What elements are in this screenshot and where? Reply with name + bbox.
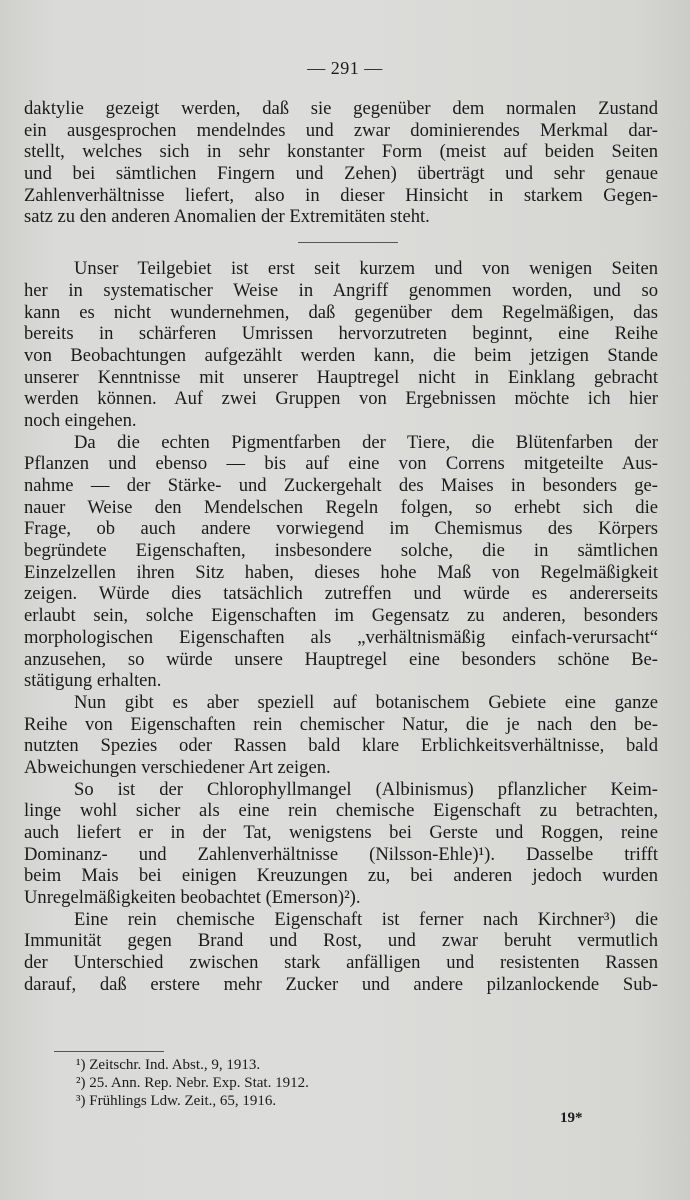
section-separator [24,228,658,258]
text-line: Pflanzen und ebenso — bis auf eine von Correns mitgeteilte Aus- [24,453,658,475]
text-line: darauf, daß erstere mehr Zucker und andere pilzanlockende Sub- [24,973,658,995]
text-line: morphologischen Eigenschaften als „verhältnismäßig einfach-verursacht“ [24,626,658,648]
text-line: kann es nicht wundernehmen, daß gegenüber dem Regelmäßigen, das [24,301,658,323]
text-line: Unregelmäßigkeiten beobachtet (Emerson)²). [24,887,361,909]
text-line: unserer Kenntnisse mit unserer Hauptregel nicht in Einklang gebracht [24,366,658,388]
paragraph-block-2 [24,258,658,995]
text-line: nauer Weise den Mendelschen Regeln folgen, so erhebt sich die [24,496,658,518]
text-line: stellt, welches sich in sehr konstanter Form (meist auf beiden Seiten [24,141,658,163]
text-line: Nun gibt es aber speziell auf botanischem Gebiete eine ganze [74,691,658,713]
text-line: zeigen. Würde dies tatsächlich zutreffen und würde es andererseits [24,583,658,605]
separator-rule [298,242,398,243]
text-line: erlaubt sein, solche Eigenschaften im Gegensatz zu anderen, besonders [24,605,658,627]
text-line: ein ausgesprochen mendelndes und zwar dominierendes Merkmal dar- [24,119,658,141]
text-line: der Unterschied zwischen stark anfälligen und resistenten Rassen [24,952,658,974]
text-line: Dominanz- und Zahlenverhältnisse (Nilsson-Ehle)¹). Dasselbe trifft [24,843,658,865]
text-line: Unser Teilgebiet ist erst seit kurzem und von wenigen Seiten [74,258,658,280]
footnote: ¹) Zeitschr. Ind. Abst., 9, 1913. [76,1057,261,1073]
text-line: So ist der Chlorophyllmangel (Albinismus) pflanzlicher Keim- [74,778,658,800]
text-line: begründete Eigenschaften, insbesondere solche, die in sämtlichen [24,540,658,562]
text-line: auch liefert er in der Tat, wenigstens bei Gerste und Roggen, reine [24,822,658,843]
text-line: beim Mais bei einigen Kreuzungen zu, bei anderen jedoch wurden [24,865,658,887]
text-line: anzusehen, so würde unsere Hauptregel eine besonders schöne Be- [24,648,658,670]
body-text [24,98,658,996]
text-line: Immunität gegen Brand und Rost, und zwar beruht vermutlich [24,930,658,952]
text-line: und bei sämtlichen Fingern und Zehen) überträgt und sehr genaue [24,163,658,185]
text-line: stätigung erhalten. [24,670,162,692]
text-line: Reihe von Eigenschaften rein chemischer Natur, die je nach den be- [24,713,658,735]
text-line: Da die echten Pigmentfarben der Tiere, die Blütenfarben der [74,431,658,453]
text-line: von Beobachtungen aufgezählt werden kann, die beim jetzigen Stande [24,344,658,366]
printer-signature-mark: 19* [560,1110,583,1126]
text-line: bereits in schärferen Umrissen hervorzutreten beginnt, eine Reihe [24,323,658,345]
text-line: nahme — der Stärke- und Zuckergehalt des Maises in besonders ge- [24,475,658,496]
footnote: ²) 25. Ann. Rep. Nebr. Exp. Stat. 1912. [76,1075,309,1091]
text-line: linge wohl sicher als eine rein chemische Eigenschaft zu betrachten, [24,800,658,822]
text-line: satz zu den anderen Anomalien der Extremitäten steht. [24,206,430,228]
text-line: Einzelzellen ihren Sitz haben, dieses hohe Maß von Regelmäßigkeit [24,561,658,583]
text-line: nutzten Spezies oder Rassen bald klare Erblichkeitsverhältnisse, bald [24,735,658,757]
text-line: Eine rein chemische Eigenschaft ist ferner nach Kirchner³) die [74,908,658,930]
text-line: daktylie gezeigt werden, daß sie gegenüber dem normalen Zustand [24,98,658,119]
text-line: her in systematischer Weise in Angriff genommen worden, und so [24,279,658,301]
text-line: Abweichungen verschiedener Art zeigen. [24,756,331,778]
text-line: Frage, ob auch andere vorwiegend im Chemismus des Körpers [24,518,658,540]
footnote: ³) Frühlings Ldw. Zeit., 65, 1916. [76,1093,277,1109]
paragraph-block-1 [24,98,658,228]
footnote-rule [54,1051,164,1052]
page-number-header: — 291 — [307,58,383,78]
text-line: noch eingehen. [24,409,137,431]
text-line: werden können. Auf zwei Gruppen von Ergebnissen möchte ich hier [24,388,658,410]
footnotes [76,1056,576,1110]
text-line: Zahlenverhältnisse liefert, also in dieser Hinsicht in starkem Gegen- [24,184,658,206]
